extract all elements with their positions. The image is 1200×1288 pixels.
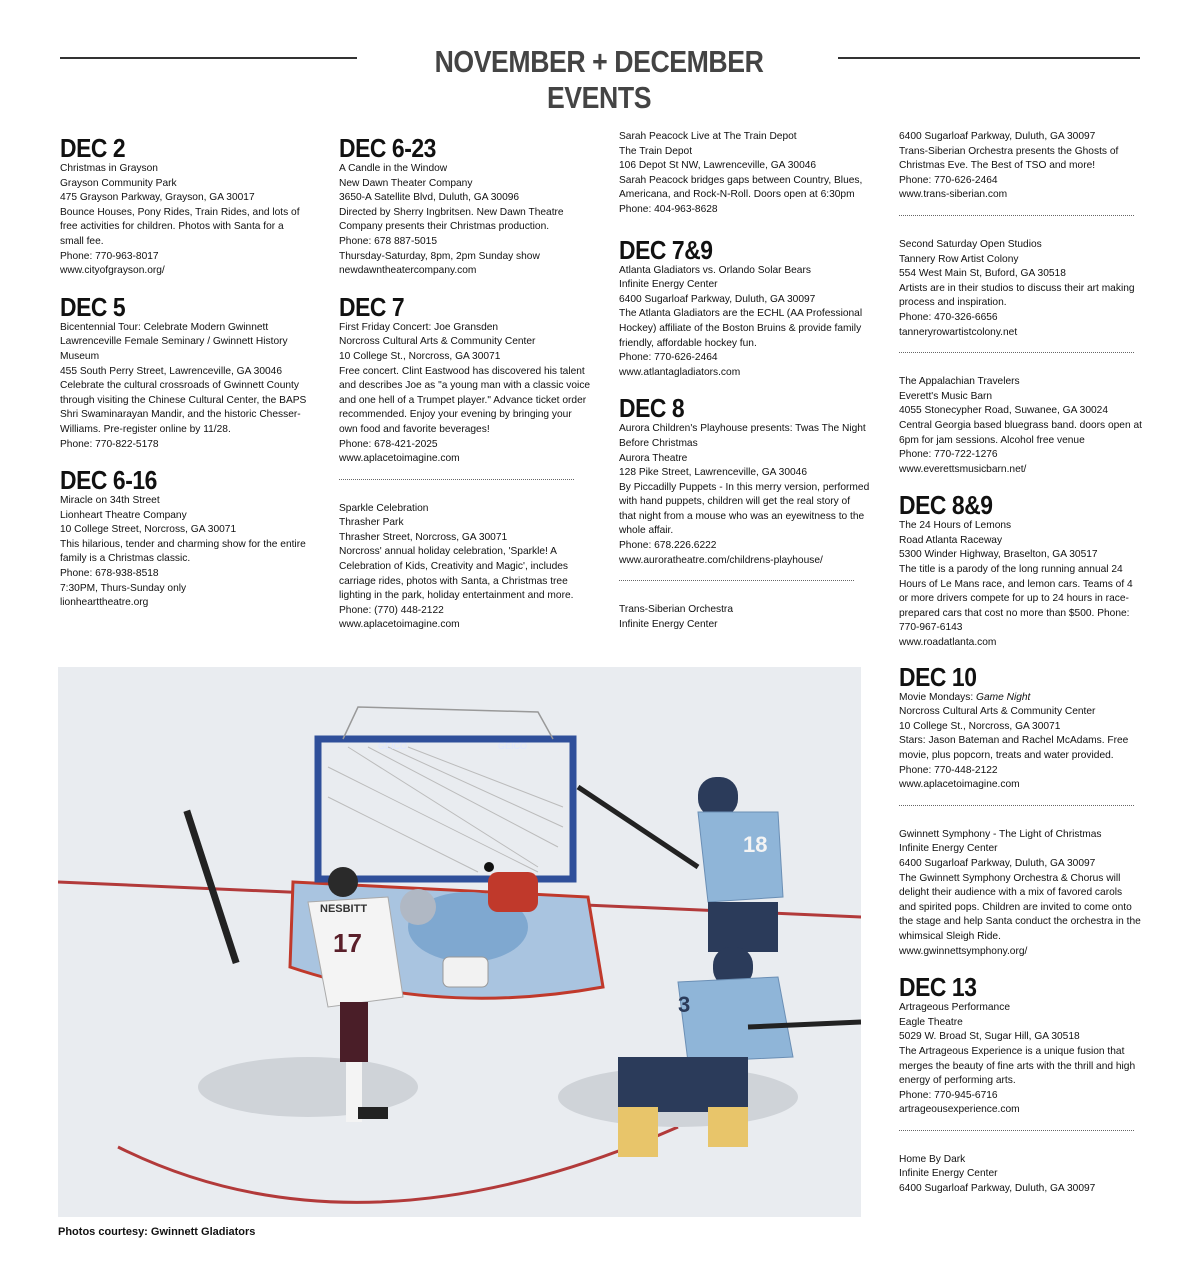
event-line: carriage rides, photos with Santa, a Christmas tree [339, 575, 568, 587]
dotted-divider [619, 580, 854, 581]
event-line: Phone: 770-626-2464 [899, 174, 998, 186]
event-sarah-peacock [619, 130, 865, 218]
event-line: Phone: 678-421-2025 [339, 438, 438, 450]
event-line: www.gwinnettsymphony.org/ [899, 945, 1028, 957]
event-line: that night from a mouse who was an eyewitness to the [619, 510, 865, 522]
event-sparkle-celebration [339, 502, 579, 633]
event-line: www.auroratheatre.com/childrens-playhouse/ [619, 554, 823, 566]
event-date: DEC 5 [60, 291, 126, 322]
event-dec-8 [619, 393, 870, 568]
event-line: Christmas Eve. The Best of TSO and more! [899, 160, 1096, 172]
event-line: 475 Grayson Parkway, Grayson, GA 30017 [60, 192, 255, 204]
event-line: or more drivers compete for up to 24 hours in race- [899, 593, 1129, 605]
event-line: Infinite Energy Center [619, 618, 718, 630]
event-line: Phone: 770-822-5178 [60, 438, 159, 450]
event-line: Thrasher Street, Norcross, GA 30071 [339, 531, 508, 543]
event-line: Stars: Jason Bateman and Rachel McAdams. Free [899, 735, 1129, 747]
event-line: with hand puppets, children will get the real story of [619, 496, 851, 508]
event-line: Company presents their Christmas production. [339, 221, 550, 233]
event-line: Museum [60, 350, 100, 362]
net-brand-left: GEICO [378, 741, 408, 751]
event-details [619, 130, 865, 218]
event-line: Phone: 678.226.6222 [619, 540, 717, 552]
event-line: Bicentennial Tour: Celebrate Modern Gwinnett [60, 321, 269, 333]
event-line: small fee. [60, 235, 104, 247]
event-line: Hockey) affiliate of the Boston Bruins & provide family [619, 322, 862, 334]
event-line: Atlanta Gladiators vs. Orlando Solar Bears [619, 264, 811, 276]
event-gwinnett-symphony [899, 828, 1139, 959]
net-brand-right: GEICO [498, 741, 528, 751]
event-date: DEC 7 [339, 291, 405, 322]
event-line: www.roadatlanta.com [899, 637, 997, 649]
event-details [60, 162, 300, 279]
event-line: through visiting the Chinese Cultural Center, the BAPS [60, 394, 307, 406]
event-trans-siberian-cont [899, 130, 1139, 203]
event-line: Trans-Siberian Orchestra [619, 604, 733, 616]
event-line: Phone: 678 887-5015 [339, 235, 437, 247]
event-line: Phone: 770-963-8017 [60, 250, 159, 262]
event-line: Williams. Pre-register online by 11/28. [60, 423, 231, 435]
event-line: Lionheart Theatre Company [60, 509, 187, 521]
event-line: the stage and help Santa conduct the orchestra in the [899, 916, 1141, 928]
event-date: DEC 13 [899, 972, 977, 1003]
event-line: merges the beauty of fine arts with the thrill and high [899, 1060, 1136, 1072]
jersey-number-3: 3 [678, 992, 691, 1017]
event-line: Trans-Siberian Orchestra presents the Ghosts of [899, 145, 1119, 157]
event-line: newdawntheatercompany.com [339, 265, 477, 277]
photo-credit: Photos courtesy: Gwinnett Gladiators [58, 1226, 256, 1238]
event-date: DEC 8 [619, 393, 685, 424]
event-line: The Atlanta Gladiators are the ECHL (AA Professional [619, 308, 863, 320]
event-details [899, 828, 1139, 959]
event-line: Hours of Le Mans race, and lemon cars. Teams of 4 [899, 578, 1133, 590]
hockey-photo [58, 667, 861, 1217]
event-line: 5300 Winder Highway, Braselton, GA 30517 [899, 549, 1098, 561]
event-date: DEC 8&9 [899, 490, 993, 521]
event-line: Celebration of Kids, Creativity and Magic', includes [339, 561, 569, 573]
event-line: Sparkle Celebration [339, 502, 429, 514]
event-line: 4055 Stonecypher Road, Suwanee, GA 30024 [899, 405, 1108, 417]
event-line: Norcross Cultural Arts & Community Center [899, 706, 1096, 718]
event-date: DEC 7&9 [619, 234, 713, 265]
event-line: Phone: 770-722-1276 [899, 449, 998, 461]
event-details [899, 130, 1139, 203]
event-line: Phone: (770) 448-2122 [339, 604, 444, 616]
event-details [899, 1153, 1139, 1197]
event-dec-2 [60, 134, 300, 279]
event-line: Celebrate the cultural crossroads of Gwinnett County [60, 380, 299, 392]
event-line: By Piccadilly Puppets - In this merry version, performed [619, 481, 870, 493]
event-line: Everett's Music Barn [899, 390, 993, 402]
event-line: Artists are in their studios to discuss their art making [899, 282, 1135, 294]
event-line: www.trans-siberian.com [899, 189, 1008, 201]
event-details [619, 264, 865, 381]
jersey-name-text: NESBITT [320, 903, 368, 915]
event-line: This hilarious, tender and charming show for the entire [60, 538, 306, 550]
event-title-line [899, 691, 1139, 706]
event-line: www.aplacetoimagine.com [339, 453, 460, 465]
event-line: 10 College St., Norcross, GA 30071 [899, 720, 1061, 732]
event-line: Before Christmas [619, 437, 698, 449]
event-details [60, 321, 307, 452]
event-line: Phone: 404-963-8628 [619, 203, 718, 215]
event-line: Phone: 770-626-2464 [619, 352, 718, 364]
event-line: Sarah Peacock bridges gaps between Country, Blues, [619, 174, 863, 186]
dotted-divider [899, 215, 1134, 216]
event-line: free activities for children. Photos with Santa for a [60, 221, 284, 233]
event-line: tanneryrowartistcolony.net [899, 326, 1018, 338]
event-line: Gwinnett Symphony - The Light of Christmas [899, 828, 1102, 840]
event-line: lionhearttheatre.org [60, 597, 149, 609]
event-line: whimsical Sleigh Ride. [899, 930, 1001, 942]
event-line: Infinite Energy Center [899, 843, 998, 855]
event-line: Americana, and Rock-N-Roll. Doors open at 6:30pm [619, 189, 855, 201]
event-line: Norcross' annual holiday celebration, 'Sparkle! A [339, 546, 557, 558]
events-column-1 [60, 130, 307, 623]
event-line: 6400 Sugarloaf Parkway, Duluth, GA 30097 [899, 1183, 1096, 1195]
event-details [899, 1001, 1139, 1118]
event-line: Miracle on 34th Street [60, 495, 160, 507]
event-line: First Friday Concert: Joe Gransden [339, 321, 499, 333]
event-dec-13 [899, 973, 1139, 1118]
event-line: Infinite Energy Center [619, 279, 718, 291]
event-line: Norcross Cultural Arts & Community Center [339, 336, 536, 348]
event-line: 106 Depot St NW, Lawrenceville, GA 30046 [619, 160, 817, 172]
event-line: Road Atlanta Raceway [899, 534, 1003, 546]
event-dec-5 [60, 291, 307, 452]
event-line: 554 West Main St, Buford, GA 30518 [899, 268, 1066, 280]
event-line: 6400 Sugarloaf Parkway, Duluth, GA 30097 [899, 131, 1096, 142]
event-line: process and inspiration. [899, 297, 1007, 309]
event-line: movie, plus popcorn, treats and water provided. [899, 750, 1114, 761]
event-appalachian-travelers [899, 375, 1142, 477]
dotted-divider [899, 805, 1134, 806]
event-home-by-dark [899, 1153, 1139, 1197]
event-details [339, 162, 579, 279]
event-date: DEC 6-23 [339, 133, 436, 163]
event-line: energy of performing arts. [899, 1075, 1016, 1087]
event-line: 7:30PM, Thurs-Sunday only [60, 582, 187, 594]
event-line: www.aplacetoimagine.com [899, 779, 1020, 791]
event-line: Bounce Houses, Pony Rides, Train Rides, and lots of [60, 206, 300, 218]
event-line: friendly, affordable hockey fun. [619, 337, 757, 349]
event-line: Artrageous Performance [899, 1002, 1010, 1014]
event-line: and one hell of a Trumpet player." Advance ticket order [339, 394, 587, 406]
event-line: 455 South Perry Street, Lawrenceville, GA 30046 [60, 365, 282, 377]
event-line: delight their audience with a mix of favored carols [899, 887, 1123, 899]
event-line: own food and favorite beverages! [339, 423, 490, 435]
event-line: 128 Pike Street, Lawrenceville, GA 30046 [619, 467, 808, 479]
event-line: Thursday-Saturday, 8pm, 2pm Sunday show [339, 250, 540, 262]
event-line: Grayson Community Park [60, 177, 177, 189]
event-line: Lawrenceville Female Seminary / Gwinnett History [60, 336, 288, 348]
event-line: Tannery Row Artist Colony [899, 253, 1019, 265]
event-lines [899, 705, 1139, 793]
title-italic: Game Night [976, 691, 1031, 703]
event-details [899, 691, 1139, 793]
event-line: Phone: 470-326-6656 [899, 311, 998, 323]
event-open-studios [899, 238, 1139, 340]
jersey-number-18: 18 [743, 832, 768, 857]
event-line: Shri Swaminarayan Mandir, and the historic Chesser- [60, 409, 301, 421]
event-line: The Artrageous Experience is a unique fusion that [899, 1045, 1125, 1057]
event-line: 6pm for jam sessions. Alcohol free venue [899, 434, 1085, 446]
event-details [899, 375, 1142, 477]
event-line: www.atlantagladiators.com [619, 366, 741, 378]
event-line: Phone: 770-945-6716 [899, 1089, 998, 1101]
event-line: The 24 Hours of Lemons [899, 520, 1012, 532]
event-line: The Train Depot [619, 145, 693, 157]
event-details [899, 519, 1139, 650]
event-line: The Gwinnett Symphony Orchestra & Chorus will [899, 872, 1121, 884]
hockey-scene [58, 667, 861, 1217]
event-dec-10 [899, 663, 1139, 793]
event-line: 10 College Street, Norcross, GA 30071 [60, 524, 237, 536]
event-line: Phone: 770-448-2122 [899, 764, 998, 776]
event-line: 10 College St., Norcross, GA 30071 [339, 350, 501, 362]
event-line: Free concert. Clint Eastwood has discovered his talent [339, 365, 585, 377]
event-line: 6400 Sugarloaf Parkway, Duluth, GA 30097 [619, 293, 816, 305]
events-column-3 [619, 130, 870, 644]
jersey-number-17: 17 [333, 928, 362, 958]
header-rule-right [838, 57, 1140, 59]
dotted-divider [899, 352, 1134, 353]
event-details [899, 238, 1139, 340]
event-line: Sarah Peacock Live at The Train Depot [619, 131, 797, 142]
event-details [619, 603, 865, 632]
event-line: Second Saturday Open Studios [899, 238, 1042, 250]
event-line: Aurora Children's Playhouse presents: Twas The Night [619, 423, 866, 435]
event-trans-siberian [619, 603, 865, 632]
event-line: lighting in the park, holiday entertainment and more. [339, 590, 574, 602]
event-details [619, 422, 870, 568]
event-line: Aurora Theatre [619, 452, 688, 464]
event-line: whole affair. [619, 525, 674, 537]
event-line: Thrasher Park [339, 517, 404, 529]
event-dec-6-23 [339, 134, 579, 279]
event-line: New Dawn Theater Company [339, 177, 473, 189]
event-line: 3650-A Satellite Blvd, Duluth, GA 30096 [339, 192, 520, 204]
event-line: 5029 W. Broad St, Sugar Hill, GA 30518 [899, 1031, 1080, 1043]
event-dec-6-16 [60, 465, 306, 611]
event-line: www.aplacetoimagine.com [339, 619, 460, 631]
event-line: family is a Christmas classic. [60, 553, 191, 565]
event-line: 770-967-6143 [899, 622, 963, 634]
event-line: recommended. Enjoy your evening by bringing your [339, 409, 572, 421]
dotted-divider [339, 479, 574, 480]
event-dec-7 [339, 291, 591, 467]
events-column-4 [899, 130, 1142, 1209]
event-details [60, 494, 306, 611]
event-line: prepared cars that cost no more than $500. Phone: [899, 607, 1130, 619]
event-line: Phone: 678-938-8518 [60, 568, 159, 580]
header-rule-left [60, 57, 357, 59]
event-line: Infinite Energy Center [899, 1168, 998, 1180]
event-line: www.everettsmusicbarn.net/ [899, 463, 1027, 475]
title-prefix: Movie Mondays: [899, 691, 977, 703]
dotted-divider [899, 1130, 1134, 1131]
event-dec-8-9 [899, 491, 1139, 650]
event-date: DEC 6-16 [60, 465, 157, 496]
event-details [339, 502, 579, 633]
event-line: The title is a parody of the long running annual 24 [899, 564, 1123, 576]
event-date: DEC 2 [60, 133, 126, 163]
event-line: Christmas in Grayson [60, 163, 158, 174]
event-line: 6400 Sugarloaf Parkway, Duluth, GA 30097 [899, 857, 1096, 869]
event-line: Home By Dark [899, 1153, 966, 1165]
events-column-2 [339, 130, 591, 645]
event-line: The Appalachian Travelers [899, 376, 1020, 388]
event-line: Central Georgia based bluegrass band. doors open at [899, 419, 1142, 431]
event-date: DEC 10 [899, 661, 977, 692]
event-line: A Candle in the Window [339, 163, 448, 174]
event-dec-7-9 [619, 236, 865, 381]
event-line: Directed by Sherry Ingbritsen. New Dawn Theatre [339, 206, 564, 218]
event-line: and describes Joe as "a young man with a classic voice [339, 380, 591, 392]
event-line: and spirited pops. Children are invited to come onto [899, 901, 1132, 913]
event-line: Eagle Theatre [899, 1016, 963, 1028]
page-title: NOVEMBER + DECEMBER EVENTS [434, 44, 764, 115]
event-line: artrageousexperience.com [899, 1104, 1020, 1116]
event-line: www.cityofgrayson.org/ [60, 265, 165, 277]
event-details [339, 321, 591, 467]
